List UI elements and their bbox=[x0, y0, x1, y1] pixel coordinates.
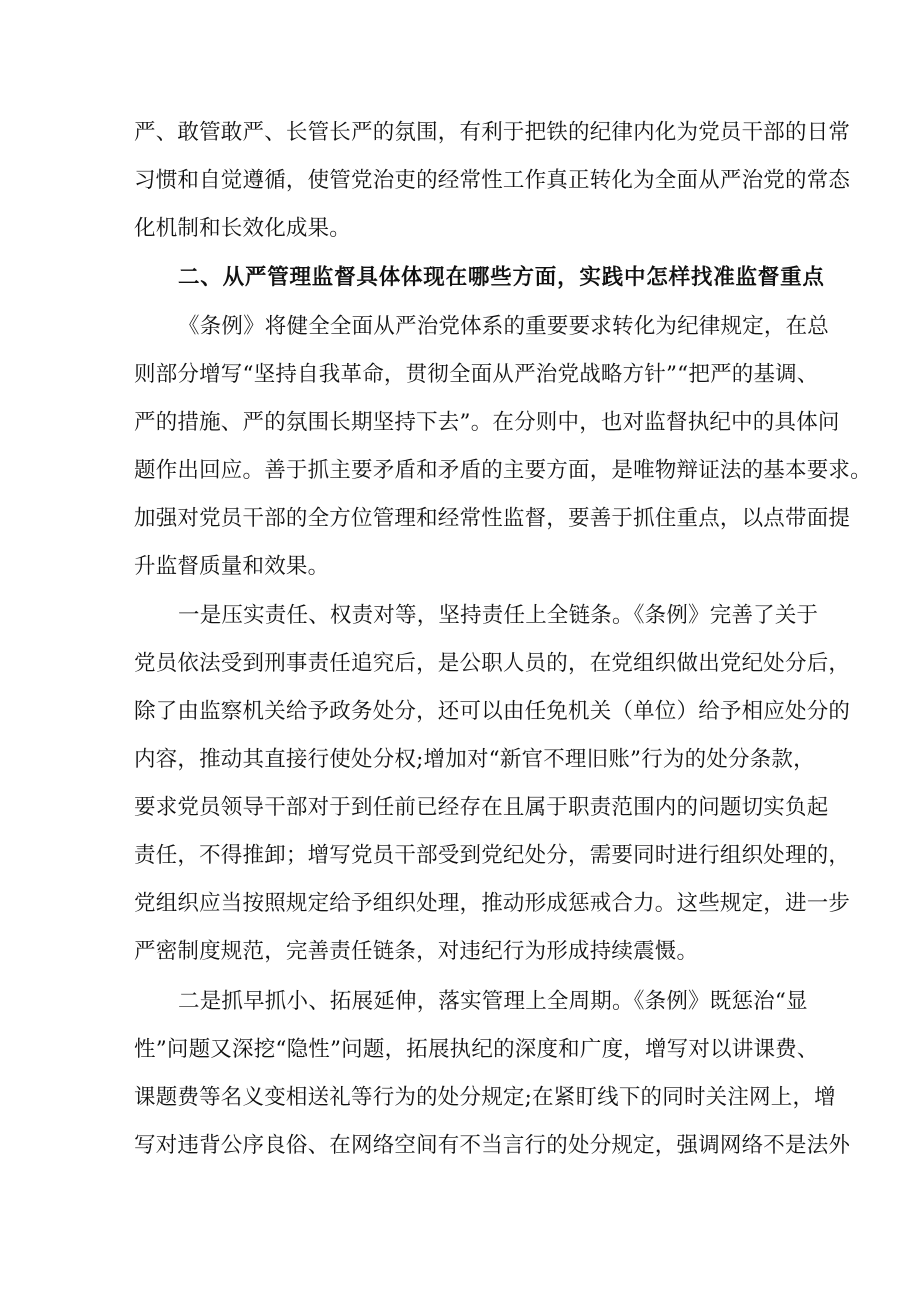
paragraph-2-line-6: 升监督质量和效果。 bbox=[134, 554, 330, 579]
section-heading: 二、从严管理监督具体体现在哪些方面，实践中怎样找准监督重点 bbox=[178, 265, 825, 290]
paragraph-4-line-1: 二是抓早抓小、拓展延伸，落实管理上全周期。《条例》既惩治“显 bbox=[178, 989, 808, 1014]
paragraph-1-line-2: 习惯和自觉遵循，使管党治吏的经常性工作真正转化为全面从严治党的常态 bbox=[134, 168, 851, 193]
paragraph-2-line-5: 加强对党员干部的全方位管理和经常性监督，要善于抓住重点，以点带面提 bbox=[134, 506, 851, 531]
paragraph-2-line-1: 《条例》将健全全面从严治党体系的重要要求转化为纪律规定，在总 bbox=[178, 314, 830, 339]
paragraph-3-line-4: 内容，推动其直接行使处分权;增加对“新官不理旧账”行为的处分条款， bbox=[134, 747, 815, 772]
paragraph-3-line-7: 党组织应当按照规定给予组织处理，推动形成惩戒合力。这些规定，进一步 bbox=[134, 891, 851, 916]
paragraph-3-line-8: 严密制度规范，完善责任链条，对违纪行为形成持续震慑。 bbox=[134, 939, 699, 964]
paragraph-3-line-5: 要求党员领导干部对于到任前已经存在且属于职责范围内的问题切实负起 bbox=[134, 795, 829, 820]
paragraph-4-line-4: 写对违背公序良俗、在网络空间有不当言行的处分规定，强调网络不是法外 bbox=[134, 1133, 851, 1158]
paragraph-4-line-2: 性”问题又深挖“隐性”问题，拓展执纪的深度和广度，增写对以讲课费、 bbox=[134, 1037, 819, 1062]
paragraph-2-line-4: 题作出回应。善于抓主要矛盾和矛盾的主要方面，是唯物辩证法的基本要求。 bbox=[134, 458, 872, 483]
paragraph-3-line-2: 党员依法受到刑事责任追究后，是公职人员的，在党组织做出党纪处分后， bbox=[134, 651, 851, 676]
paragraph-2-line-2: 则部分增写“坚持自我革命，贯彻全面从严治党战略方针”“把严的基调、 bbox=[134, 362, 819, 387]
paragraph-1-line-1: 严、敢管敢严、长管长严的氛围，有利于把铁的纪律内化为党员干部的日常 bbox=[134, 120, 851, 145]
paragraph-2-line-3: 严的措施、严的氛围长期坚持下去”。在分则中，也对监督执纪中的具体问 bbox=[134, 410, 840, 435]
paragraph-4-line-3: 课题费等名义变相送礼等行为的处分规定;在紧盯线下的同时关注网上，增 bbox=[134, 1085, 836, 1110]
paragraph-3-line-3: 除了由监察机关给予政务处分，还可以由任免机关（单位）给予相应处分的 bbox=[134, 699, 851, 724]
paragraph-1-line-3: 化机制和长效化成果。 bbox=[134, 216, 352, 241]
paragraph-3-line-1: 一是压实责任、权责对等，坚持责任上全链条。《条例》完善了关于 bbox=[178, 603, 819, 628]
paragraph-3-line-6: 责任，不得推卸；增写党员干部受到党纪处分，需要同时进行组织处理的， bbox=[134, 843, 851, 868]
